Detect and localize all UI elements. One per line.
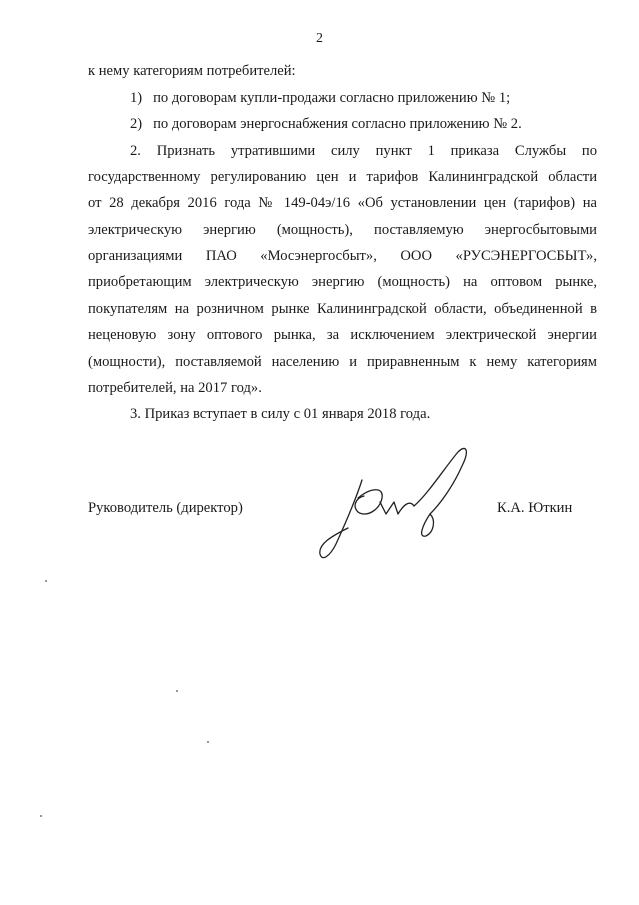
- scan-speck: [176, 690, 178, 692]
- handwritten-signature: [318, 444, 478, 569]
- scan-speck: [45, 580, 47, 582]
- paragraph-line: 2. Признать утратившими силу пункт 1 приказа Службы по: [130, 143, 597, 159]
- scan-speck: [207, 741, 209, 743]
- page-number: 2: [316, 31, 323, 46]
- paragraph-line: электрическую энергию (мощность), поставляемую энергосбытовыми: [88, 222, 597, 238]
- text-line: к нему категориям потребителей:: [88, 63, 296, 79]
- list-item: 2) по договорам энергоснабжения согласно приложению № 2.: [130, 116, 522, 132]
- paragraph-line: покупателям на розничном рынке Калининградской области, объединенной в: [88, 301, 597, 317]
- scan-speck: [40, 815, 42, 817]
- paragraph-line: организациями ПАО «Мосэнергосбыт», ООО «РУСЭНЕРГОСБЫТ»,: [88, 248, 597, 264]
- signatory-position: Руководитель (директор): [88, 500, 243, 516]
- paragraph-line: приобретающим электрическую энергию (мощность) на оптовом рынке,: [88, 274, 597, 290]
- list-item: 1) по договорам купли-продажи согласно приложению № 1;: [130, 90, 511, 106]
- signatory-name: К.А. Юткин: [497, 500, 573, 516]
- paragraph-line: государственному регулированию цен и тарифов Калининградской области: [88, 169, 597, 185]
- paragraph-line: 3. Приказ вступает в силу с 01 января 2018 года.: [130, 406, 431, 422]
- paragraph-line: от 28 декабря 2016 года № 149-04э/16 «Об установлении цен (тарифов) на: [88, 195, 597, 211]
- paragraph-line: неценовую зону оптового рынка, за исключением электрической энергии: [88, 327, 597, 343]
- paragraph-line: потребителей, на 2017 год».: [88, 380, 262, 396]
- paragraph-line: (мощности), поставляемой населению и приравненным к нему категориям: [88, 354, 597, 370]
